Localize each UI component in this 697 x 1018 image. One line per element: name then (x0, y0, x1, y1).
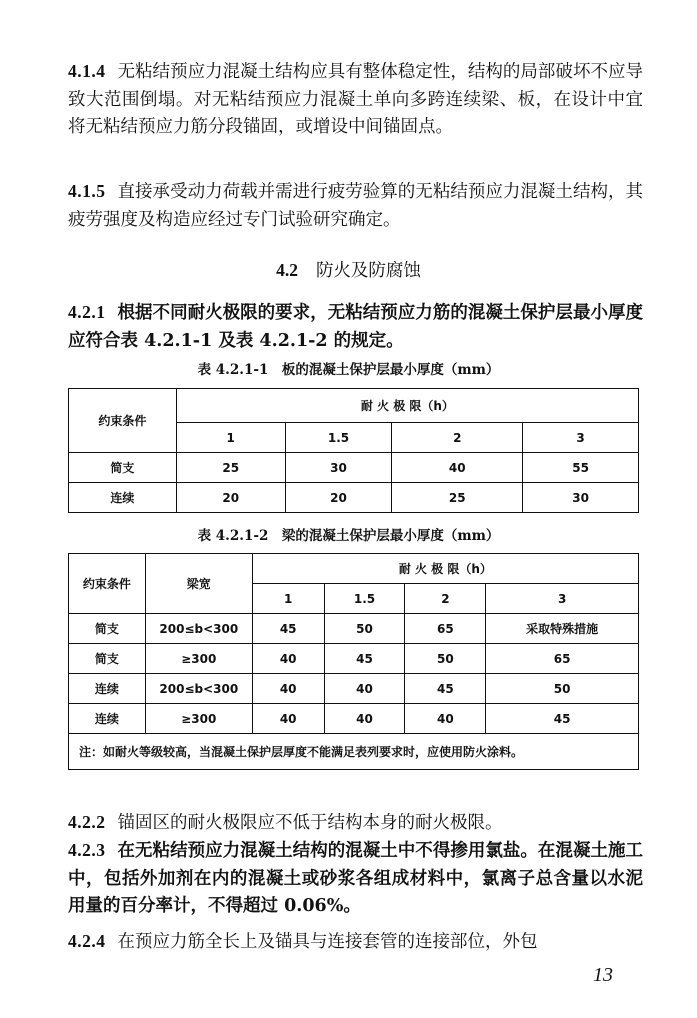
cell-value: 65 (486, 644, 639, 674)
cell-condition: 简支 (69, 644, 146, 674)
cell-value: 20 (285, 483, 392, 513)
fire-level: 2 (405, 584, 486, 614)
header-condition: 约束条件 (69, 389, 177, 453)
cell-value: 45 (252, 614, 324, 644)
header-fire-limit: 耐 火 极 限（h） (252, 554, 638, 584)
table-row (69, 644, 639, 674)
cell-value: 20 (176, 483, 285, 513)
table-4-2-1-1 (68, 388, 639, 513)
fire-level: 3 (486, 584, 639, 614)
cell-width: ≥300 (145, 644, 252, 674)
section-heading (0, 257, 697, 284)
clause-text: 锚固区的耐火极限应不低于结构本身的耐火极限。 (117, 813, 503, 833)
cell-condition: 简支 (69, 614, 146, 644)
clause-number: 4.2.4 (68, 931, 106, 951)
header-condition: 约束条件 (69, 554, 146, 614)
cell-value: 采取特殊措施 (486, 614, 639, 644)
table-row (69, 453, 639, 483)
cell-condition: 连续 (69, 483, 177, 513)
fire-level: 3 (523, 423, 639, 453)
table-4-2-1-2 (68, 553, 639, 770)
clause-4-1-5 (68, 178, 643, 234)
cell-value: 45 (324, 644, 405, 674)
clause-text: 无粘结预应力混凝土结构应具有整体稳定性，结构的局部破坏不应导致大范围倒塌。对无粘结预应力混凝土单向多跨连续梁、板，在设计中宜将无粘结预应力筋分段锚固，或增设中间锚固点。 (68, 62, 643, 137)
fire-level: 1 (252, 584, 324, 614)
clause-4-2-2 (68, 809, 643, 838)
cell-value: 40 (252, 644, 324, 674)
cell-value: 65 (405, 614, 486, 644)
clause-4-1-4 (68, 58, 643, 142)
clause-number: 4.1.5 (68, 181, 106, 201)
cell-value: 40 (252, 674, 324, 704)
cell-value: 30 (523, 483, 639, 513)
fire-level: 2 (392, 423, 523, 453)
clause-text: 在预应力筋全长上及锚具与连接套管的连接部位，外包 (117, 932, 538, 952)
cell-condition: 连续 (69, 674, 146, 704)
cell-value: 50 (324, 614, 405, 644)
clause-number: 4.2.3 (68, 840, 106, 860)
cell-value: 40 (392, 453, 523, 483)
cell-value: 50 (486, 674, 639, 704)
cell-condition: 连续 (69, 704, 146, 734)
page-number: 13 (593, 964, 613, 986)
cell-width: ≥300 (145, 704, 252, 734)
clause-number: 4.2.2 (68, 812, 106, 832)
cell-value: 40 (324, 674, 405, 704)
cell-value: 40 (324, 704, 405, 734)
fire-level: 1 (176, 423, 285, 453)
fire-level: 1.5 (324, 584, 405, 614)
clause-number: 4.2.1 (68, 302, 106, 322)
cell-value: 25 (392, 483, 523, 513)
cell-value: 45 (405, 674, 486, 704)
table-row (69, 674, 639, 704)
section-title: 防火及防腐蚀 (315, 261, 421, 281)
table-note-text: 注：如耐火等级较高，当混凝土保护层厚度不能满足表列要求时，应使用防火涂料。 (79, 745, 524, 759)
section-number: 4.2 (276, 260, 298, 280)
table-note (69, 734, 639, 770)
cell-value: 45 (486, 704, 639, 734)
clause-text: 根据不同耐火极限的要求，无粘结预应力筋的混凝土保护层最小厚度应符合表 4.2.1-1 及表 4.2.1-2 的规定。 (68, 303, 643, 351)
cell-width: 200≤b<300 (145, 614, 252, 644)
cell-condition: 简支 (69, 453, 177, 483)
cell-value: 30 (285, 453, 392, 483)
table-4-2-1-1-title: 表 4.2.1-1 板的混凝土保护层最小厚度（mm） (197, 362, 500, 378)
clause-4-2-3 (68, 837, 643, 921)
cell-value: 25 (176, 453, 285, 483)
table-row (69, 483, 639, 513)
cell-value: 40 (252, 704, 324, 734)
table-row (69, 704, 639, 734)
clause-4-2-4 (68, 928, 643, 957)
clause-4-2-1 (68, 299, 643, 355)
clause-number: 4.1.4 (68, 61, 106, 81)
cell-value: 50 (405, 644, 486, 674)
table-note-row (69, 734, 639, 770)
fire-level: 1.5 (285, 423, 392, 453)
header-beam-width: 梁宽 (145, 554, 252, 614)
cell-value: 40 (405, 704, 486, 734)
cell-value: 55 (523, 453, 639, 483)
clause-text: 直接承受动力荷载并需进行疲劳验算的无粘结预应力混凝土结构，其疲劳强度及构造应经过专门试验研究确定。 (68, 182, 643, 230)
cell-width: 200≤b<300 (145, 674, 252, 704)
clause-text: 在无粘结预应力混凝土结构的混凝土中不得掺用氯盐。在混凝土施工中，包括外加剂在内的混凝土或砂浆各组成材料中，氯离子总含量以水泥用量的百分率计，不得超过 0.06%。 (68, 841, 643, 916)
header-fire-limit: 耐 火 极 限（h） (176, 389, 638, 423)
table-4-2-1-2-title: 表 4.2.1-2 梁的混凝土保护层最小厚度（mm） (197, 528, 500, 544)
table-row (69, 614, 639, 644)
